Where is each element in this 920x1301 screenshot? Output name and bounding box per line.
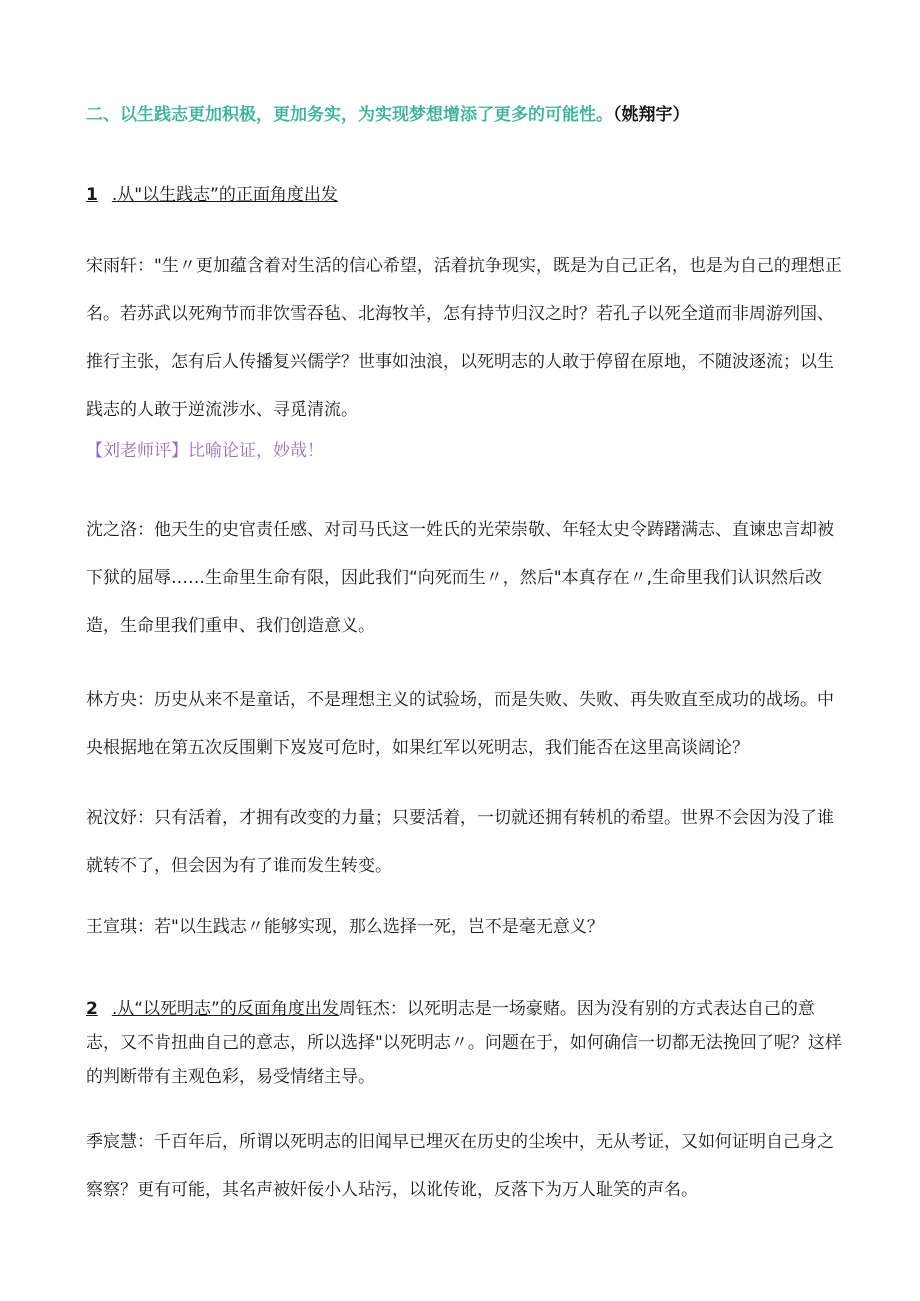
heading-main: 二、以生践志更加积极，更加务实，为实现梦想增添了更多的可能性。 xyxy=(86,105,613,125)
paragraph-zhou-yujie: 周钰杰：以死明志是一场豪赌。因为没有别的方式表达自己的意志，又不肯扭曲自己的意志，所以选择"以死明志〃。问题在于，如何确信一切都无法挽回了呢？这样的判断带有主观色彩，易受情绪主导。 xyxy=(86,999,842,1087)
paragraph-wang-xuanqi: 王宣琪：若"以生践志〃能够实现，那么选择一死，岂不是毫无意义？ xyxy=(86,917,604,937)
subsection-1-number: 1 xyxy=(86,185,98,205)
paragraph-lin-fangyang: 林方央：历史从来不是童话，不是理想主义的试验场，而是失败、失败、再失败直至成功的战场。中央根据地在第五次反围剿下岌岌可危时，如果红军以死明志，我们能否在这里高谈阔论？ xyxy=(86,690,834,758)
paragraph-zhu-wenyu: 祝汶妤：只有活着，才拥有改变的力量；只要活着，一切就还拥有转机的希望。世界不会因为没了谁就转不了，但会因为有了谁而发生转变。 xyxy=(86,808,834,876)
teacher-comment: 【刘老师评】比喻论证，妙哉！ xyxy=(86,441,324,461)
subsection-1-text: .从"以生践志”的正面角度出发 xyxy=(111,185,338,205)
section-heading xyxy=(86,100,846,125)
subsection-1-title xyxy=(86,180,846,205)
subsection-2-title: .从“以死明志”的反面角度出发 xyxy=(111,999,339,1019)
heading-author: （姚翔宇） xyxy=(613,105,690,125)
subsection-2-paragraph xyxy=(86,992,846,1094)
subsection-2-number: 2 xyxy=(86,999,98,1019)
paragraph-song-yuxuan: 宋雨轩："生〃更加蕴含着对生活的信心希望，活着抗争现实，既是为自己正名，也是为自己的理想正名。若苏武以死殉节而非饮雪吞毡、北海牧羊，怎有持节归汉之时？若孔子以死全道而非周游列国、推行主张，怎有后人传播复兴儒学？世事如浊浪，以死明志的人敢于停留在原地，不随波逐流；以生践志的人敢于逆流涉水、寻觅清流。 xyxy=(86,256,842,420)
paragraph-shen-zhiluo: 沈之洛：他天生的史官责任感、对司马氏这一姓氏的光荣崇敬、年轻太史令踌躇满志、直谏忠言却被下狱的屈辱……生命里生命有限，因此我们“向死而生〃，然后"本真存在〃,生命里我们认识然后改造，生命里我们重申、我们创造意义。 xyxy=(86,520,834,636)
paragraph-ji-chenhui: 季宸慧：千百年后，所谓以死明志的旧闻早已埋灭在历史的尘埃中，无从考证，又如何证明自己身之察察？更有可能，其名声被奸佞小人玷污，以讹传讹，反落下为万人耻笑的声名。 xyxy=(86,1132,834,1200)
